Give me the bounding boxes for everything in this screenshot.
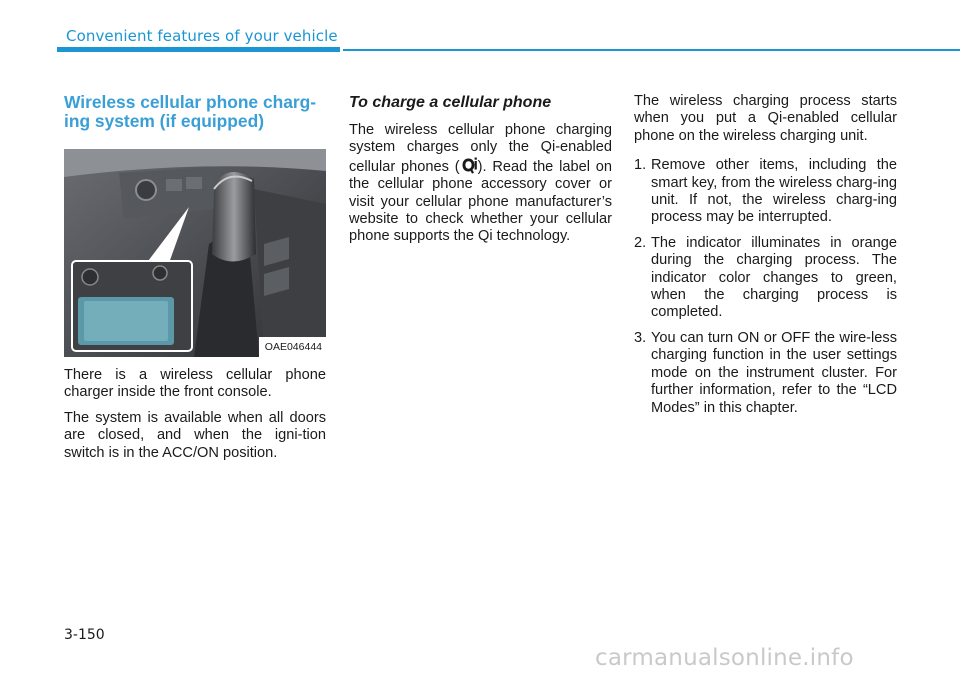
console-photo: [64, 149, 326, 357]
qi-icon: [461, 157, 477, 175]
header-rule-thick: [57, 47, 340, 52]
section-heading-line2: ing system (if equipped): [64, 111, 265, 131]
column-1: [64, 93, 326, 470]
sub-heading: To charge a cellular phone: [349, 94, 552, 111]
step-text: The indicator illuminates in orange during the charging process. The indicator color changes to green, when the charging process is completed.: [651, 234, 897, 321]
paragraph: The system is available when all doors are closed, and when the igni-tion switch is in the ACC/ON position.: [64, 409, 326, 461]
page-number: 3-150: [64, 627, 105, 643]
section-heading-line1: Wireless cellular phone charg-: [64, 92, 317, 112]
intro-paragraph: The wireless charging process starts when you put a Qi-enabled cellular phone on the wireless charging unit.: [634, 93, 897, 144]
column-2: [349, 93, 612, 254]
step-text: Remove other items, including the smart key, from the wireless charg-ing unit. If not, the wireless charg-ing process may be interrupted.: [651, 157, 897, 226]
step-number: 3.: [634, 329, 647, 346]
qi-paragraph: [349, 122, 612, 246]
section-heading: [64, 93, 326, 131]
qi-paragraph-end: ). Read the label on the cellular phone accessory cover or visit your cellular phone manufacturer’s website to check whether your cellular phone supports the Qi technology.: [349, 158, 612, 245]
list-item: [634, 157, 897, 227]
step-number: 1.: [634, 157, 647, 174]
step-number: 2.: [634, 234, 647, 251]
list-item: [634, 330, 897, 417]
watermark-text: carmanualsonline.info: [595, 645, 854, 671]
paragraph: There is a wireless cellular phone charger inside the front console.: [64, 367, 326, 401]
header-rule-thin: [343, 49, 960, 51]
steps-list: [634, 157, 897, 417]
header-title: Convenient features of your vehicle: [66, 27, 338, 45]
column-3: [634, 93, 897, 425]
list-item: [634, 235, 897, 322]
qi-paragraph-start: The wireless cellular phone charging system charges only the Qi-enabled cellular phones (: [349, 122, 612, 175]
step-text: You can turn ON or OFF the wire-less charging function in the user settings mode on the instrument cluster. For further information, refer to the “LCD Modes” in this chapter.: [651, 329, 897, 416]
console-illustration: [64, 149, 326, 357]
figure-label: OAE046444: [259, 337, 326, 357]
